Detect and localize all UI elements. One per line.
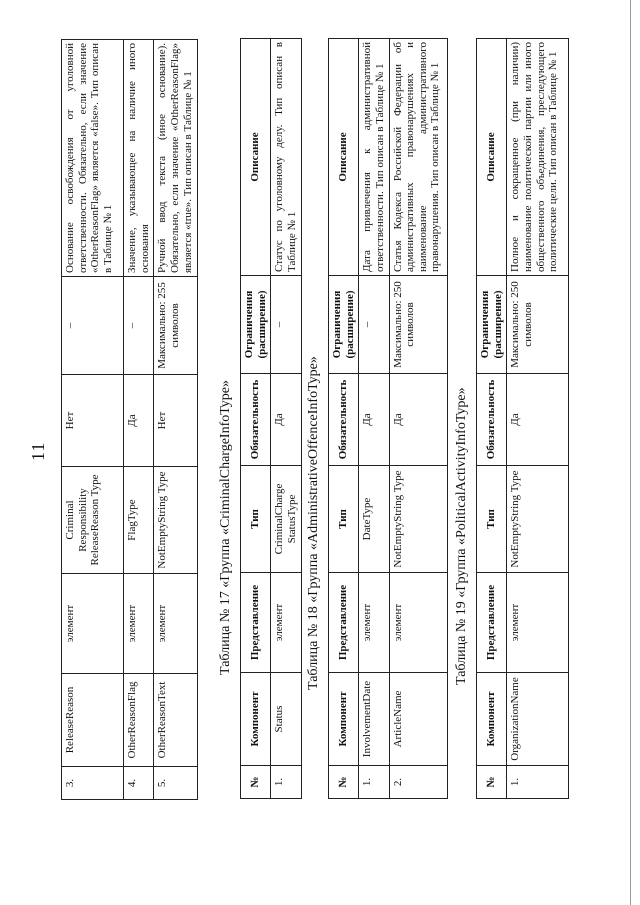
- cell-mandatory: Да: [507, 374, 569, 466]
- cell-component: InvolvementDate: [359, 673, 389, 766]
- cell-representation: элемент: [389, 573, 447, 673]
- cell-description: Основание освобождения от уголовной ответственности. Обязательно, если значение «OtherReasonFlag» является «false». Тип описан в Таблице № 1: [62, 40, 124, 277]
- cell-restrictions: –: [359, 276, 389, 374]
- cell-description: Статус по уголовному делу. Тип описан в Таблице № 1: [271, 39, 301, 276]
- cell-component: ReleaseReason: [62, 674, 124, 767]
- cell-restrictions: –: [124, 277, 154, 375]
- table-row: [154, 40, 198, 800]
- cell-type: NotEmptyString Type: [507, 466, 569, 573]
- table-row: [271, 39, 301, 799]
- cell-component: Status: [271, 673, 301, 766]
- cell-mandatory: Нет: [154, 375, 198, 467]
- table-19: [476, 38, 569, 799]
- cell-restrictions: Максимально: 255 символов: [154, 277, 198, 375]
- cell-component: OtherReasonFlag: [124, 674, 154, 767]
- cell-restrictions: –: [62, 277, 124, 375]
- header-representation: Представление: [477, 573, 507, 673]
- cell-restrictions: –: [271, 276, 301, 374]
- table-row: [389, 39, 447, 799]
- header-type: Тип: [477, 466, 507, 573]
- cell-restrictions: Максимально: 250 символов: [389, 276, 447, 374]
- header-representation: Представление: [241, 573, 271, 673]
- cell-mandatory: Да: [124, 375, 154, 467]
- cell-type: NotEmptyString Type: [154, 467, 198, 574]
- cell-mandatory: Нет: [62, 375, 124, 467]
- cell-mandatory: Да: [389, 374, 447, 466]
- cell-representation: элемент: [507, 573, 569, 673]
- table-18-caption: Таблица № 18 «Группа «AdministrativeOffenceInfoType»: [306, 356, 321, 690]
- cell-type: DateType: [359, 466, 389, 573]
- header-representation: Представление: [329, 573, 359, 673]
- cell-num: 1.: [359, 766, 389, 799]
- header-type: Тип: [329, 466, 359, 573]
- cell-num: 4.: [124, 767, 154, 800]
- cell-component: OrganizationName: [507, 673, 569, 766]
- header-description: Описание: [477, 39, 507, 276]
- cell-representation: элемент: [62, 574, 124, 674]
- cell-description: Полное и сокращенное (при наличии) наименование политической партии или иного общественного объединения, преследующего политические цели. Тип описан в Таблице № 1: [507, 39, 569, 276]
- cell-mandatory: Да: [359, 374, 389, 466]
- cell-description: Значение, указывающее на наличие иного основания: [124, 40, 154, 277]
- table-16-continuation: [61, 39, 198, 800]
- cell-description: Статья Кодекса Российской Федерации об административных правонарушениях и наименование административного правонарушения. Тип описан в Таблице № 1: [389, 39, 447, 276]
- header-mandatory: Обязательность: [241, 374, 271, 466]
- table-row: [124, 40, 154, 800]
- cell-num: 5.: [154, 767, 198, 800]
- header-row: [477, 39, 507, 799]
- header-num: №: [477, 766, 507, 799]
- cell-mandatory: Да: [271, 374, 301, 466]
- header-type: Тип: [241, 466, 271, 573]
- cell-num: 1.: [507, 766, 569, 799]
- cell-component: OtherReasonText: [154, 674, 198, 767]
- cell-num: 1.: [271, 766, 301, 799]
- header-description: Описание: [329, 39, 359, 276]
- cell-description: Дата привлечения к административной ответственности. Тип описан в Таблице № 1: [359, 39, 389, 276]
- cell-restrictions: Максимально: 250 символов: [507, 276, 569, 374]
- cell-type: NotEmptyString Type: [389, 466, 447, 573]
- header-component: Компонент: [477, 673, 507, 766]
- cell-representation: элемент: [124, 574, 154, 674]
- cell-type: FlagType: [124, 467, 154, 574]
- header-restrictions: Ограничения (расширение): [477, 276, 507, 374]
- cell-representation: элемент: [359, 573, 389, 673]
- header-num: №: [241, 766, 271, 799]
- header-row: [241, 39, 271, 799]
- header-row: [329, 39, 359, 799]
- header-component: Компонент: [241, 673, 271, 766]
- header-restrictions: Ограничения (расширение): [241, 276, 271, 374]
- table-19-caption: Таблица № 19 «Группа «PoliticalActivityInfoType»: [454, 387, 469, 685]
- header-mandatory: Обязательность: [477, 374, 507, 466]
- header-component: Компонент: [329, 673, 359, 766]
- cell-representation: элемент: [154, 574, 198, 674]
- scan-edge-line: [630, 0, 631, 905]
- cell-description: Ручной ввод текста (иное основание). Обязательно, если значение «OtherReasonFlag» является «true». Тип описан в Таблице № 1: [154, 40, 198, 277]
- table-17-caption: Таблица № 17 «Группа «CriminalChargeInfoType»: [218, 379, 233, 675]
- table-18: [328, 38, 448, 799]
- table-row: [359, 39, 389, 799]
- cell-representation: элемент: [271, 573, 301, 673]
- table-row: [62, 40, 124, 800]
- page-number: 11: [28, 441, 48, 461]
- cell-num: 3.: [62, 767, 124, 800]
- header-num: №: [329, 766, 359, 799]
- cell-type: CriminalCharge StatusType: [271, 466, 301, 573]
- header-description: Описание: [241, 39, 271, 276]
- header-restrictions: Ограничения (расширение): [329, 276, 359, 374]
- header-mandatory: Обязательность: [329, 374, 359, 466]
- table-row: [507, 39, 569, 799]
- cell-num: 2.: [389, 766, 447, 799]
- cell-type: Criminal Responsibility ReleaseReason Type: [62, 467, 124, 574]
- table-17: [240, 38, 302, 799]
- cell-component: ArticleName: [389, 673, 447, 766]
